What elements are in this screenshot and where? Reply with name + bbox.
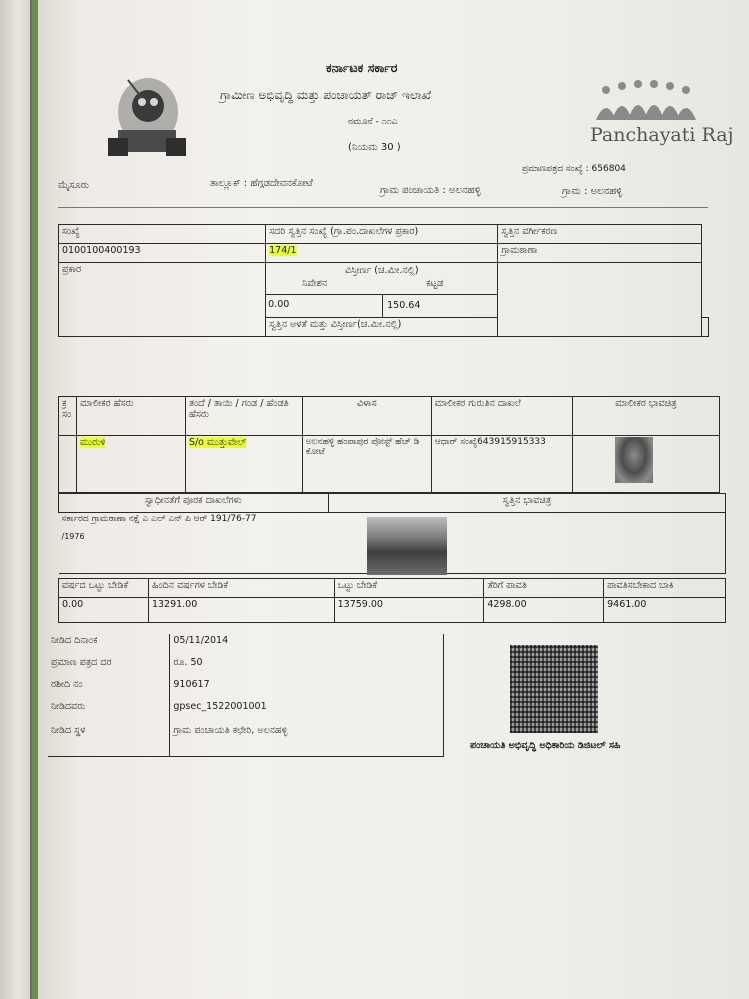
col-current-demand: ವರ್ಷದ ಒಟ್ಟು ಬೇಡಿಕೆ [59, 579, 149, 598]
village: ಗ್ರಾಮ : ಅಲನಹಳ್ಳಿ [562, 186, 623, 197]
col-classification: ಸ್ವತ್ತಿನ ವರ್ಗೀಕರಣ [498, 225, 702, 244]
panchayati-raj-logo-icon [592, 80, 702, 124]
col-address: ವಿಳಾಸ [302, 397, 431, 436]
col-id-doc: ಮಾಲೀಕರ ಗುರುತಿನ ದಾಖಲೆ [431, 397, 572, 436]
col-tax-paid: ತೆರಿಗೆ ಪಾವತಿ [484, 579, 604, 598]
place-value: ಗ್ರಾಮ ಪಂಚಾಯತಿ ಕಛೇರಿ, ಅಲನಹಳ್ಳಿ [170, 724, 444, 757]
gram-panchayat: ಗ್ರಾಮ ಪಂಚಾಯತಿ : ಅಲನಹಳ್ಳಿ [380, 185, 481, 196]
current-demand: 0.00 [59, 598, 149, 623]
property-photo [367, 517, 447, 575]
owner-relation: S/o ಮುತ್ತುವೇಲ್ [188, 437, 247, 448]
col-property-no: ಸದರಿ ಸ್ವತ್ತಿನ ಸಂಖ್ಯೆ (ಗ್ರಾ.ಪಂ.ದಾಖಲೆಗಳ ಪ್ರಕಾರ) [266, 225, 498, 244]
owner-name: ಮುರುಳಿ [80, 437, 106, 448]
possession-text: ಸರ್ಕಾರದ ಗ್ರಾಮಠಾಣಾ ನಕ್ಷೆ ಎ ಎಲ್ ಎನ್ ಪಿ ಆರ್ 191/76-77 [61, 514, 257, 524]
property-table [58, 224, 709, 337]
binder-spine [0, 0, 32, 999]
header-title: ಕರ್ನಾಟಕ ಸರ್ಕಾರ [326, 60, 398, 75]
possession-docs-label: ಸ್ವಾಧೀನತೆಗೆ ಪೂರಕ ದಾಖಲೆಗಳು [59, 494, 329, 513]
rule-number: (ನಿಯಮ 30 ) [348, 142, 401, 153]
digital-signature-label: ಪಂಚಾಯತಿ ಅಭಿವೃದ್ಧಿ ಅಧಿಕಾರಿಯ ಡಿಜಿಟಲ್ ಸಹಿ [470, 740, 621, 751]
dimensions-value [702, 318, 709, 337]
balance: 9461.00 [604, 598, 726, 623]
total-demand: 13759.00 [334, 598, 484, 623]
receipt-label: ರಶೀದಿ ನಂ [48, 678, 170, 700]
fee-value: ರೂ. 50 [170, 656, 444, 678]
owner-address: ಅಲನಹಳ್ಳಿ ಹಂಪಾಪುರ ಪೋಸ್ಟ್ ಹೆಚ್ ಡಿ ಕೋಟೆ [302, 436, 431, 493]
receipt-value: 910617 [170, 678, 444, 700]
certificate-number: ಪ್ರಮಾಣಪತ್ರದ ಸಂಖ್ಯೆ : 656804 [522, 164, 626, 174]
owner-serial [59, 436, 77, 493]
property-photo-label: ಸ್ವತ್ತಿನ ಭಾವಚಿತ್ರ [328, 494, 725, 513]
building-area: 150.64 [382, 295, 420, 317]
col-owner-name: ಮಾಲೀಕರ ಹೆಸರು [77, 397, 186, 436]
header-department: ಗ್ರಾಮೀಣ ಅಭಿವೃದ್ಧಿ ಮತ್ತು ಪಂಚಾಯತ್ ರಾಜ್ ಇಲಾಖೆ [220, 88, 432, 102]
col-serial: ಕ್ರ ಸಂ [59, 397, 77, 436]
tax-table [58, 578, 726, 623]
issuer-value: gpsec_1522001001 [170, 700, 444, 724]
place-label: ನೀಡಿದ ಸ್ಥಳ [48, 724, 170, 757]
issue-date: 05/11/2014 [170, 634, 444, 656]
col-balance: ಪಾವತಿಸಬೇಕಾದ ಬಾಕಿ [604, 579, 726, 598]
type-blank-cell [498, 263, 702, 337]
col-arrears: ಹಿಂದಿನ ವರ್ಷಗಳ ಬೇಡಿಕೆ [148, 579, 334, 598]
site-label: ನಿವೇಶನ [302, 278, 328, 289]
form-number: ನಮೂನೆ - ೧೧ಎ [348, 117, 398, 127]
possession-date: /1976 [61, 532, 85, 541]
owner-id: ಆಧಾರ್ ಸಂಖ್ಯೆ643915915333 [431, 436, 572, 493]
issue-table [48, 634, 444, 757]
qr-code-icon [510, 645, 598, 733]
district: ಮೈಸೂರು [58, 180, 90, 191]
property-number: 0100100400193 [59, 244, 266, 263]
arrears: 13291.00 [148, 598, 334, 623]
area-label: ವಿಸ್ತೀರ್ಣ (ಚ.ಮೀ.ನಲ್ಲಿ) [344, 265, 419, 276]
emblem-icon [108, 72, 186, 164]
dimensions-label: ಸ್ವತ್ತಿನ ಅಳತೆ ಮತ್ತು ವಿಸ್ತೀರ್ಣ(ಚ.ಮೀ.ನಲ್ಲಿ) [266, 318, 498, 337]
certificate-page [38, 0, 749, 999]
classification-value: ಗ್ರಾಮಠಾಣಾ [498, 244, 702, 263]
issue-date-label: ನೀಡಿದ ದಿನಾಂಕ [48, 634, 170, 656]
issuer-label: ನೀಡಿದವರು [48, 700, 170, 724]
taluk: ತಾಲ್ಲೂಕ್ : ಹೆಗ್ಗಡದೇವನಕೋಟೆ [210, 178, 313, 189]
col-number: ಸಂಖ್ಯೆ [59, 225, 266, 244]
tax-paid: 4298.00 [484, 598, 604, 623]
building-label: ಕಟ್ಟಡ [426, 278, 444, 289]
owner-photo [615, 437, 653, 483]
type-label: ಪ್ರಕಾರ [59, 263, 266, 337]
property-no-value: 174/1 [269, 245, 297, 256]
fee-label: ಪ್ರಮಾಣ ಪತ್ರದ ದರ [48, 656, 170, 678]
col-owner-photo: ಮಾಲೀಕರ ಭಾವಚಿತ್ರ [572, 397, 719, 436]
col-relation: ತಂದೆ / ತಾಯಿ / ಗಂಡ / ಹೆಂಡತಿ ಹೆಸರು [185, 397, 302, 436]
header-divider [58, 207, 708, 208]
site-area: 0.00 [268, 299, 290, 310]
col-total-demand: ಒಟ್ಟು ಬೇಡಿಕೆ [334, 579, 484, 598]
brand-name: Panchayati Raj [590, 124, 734, 146]
